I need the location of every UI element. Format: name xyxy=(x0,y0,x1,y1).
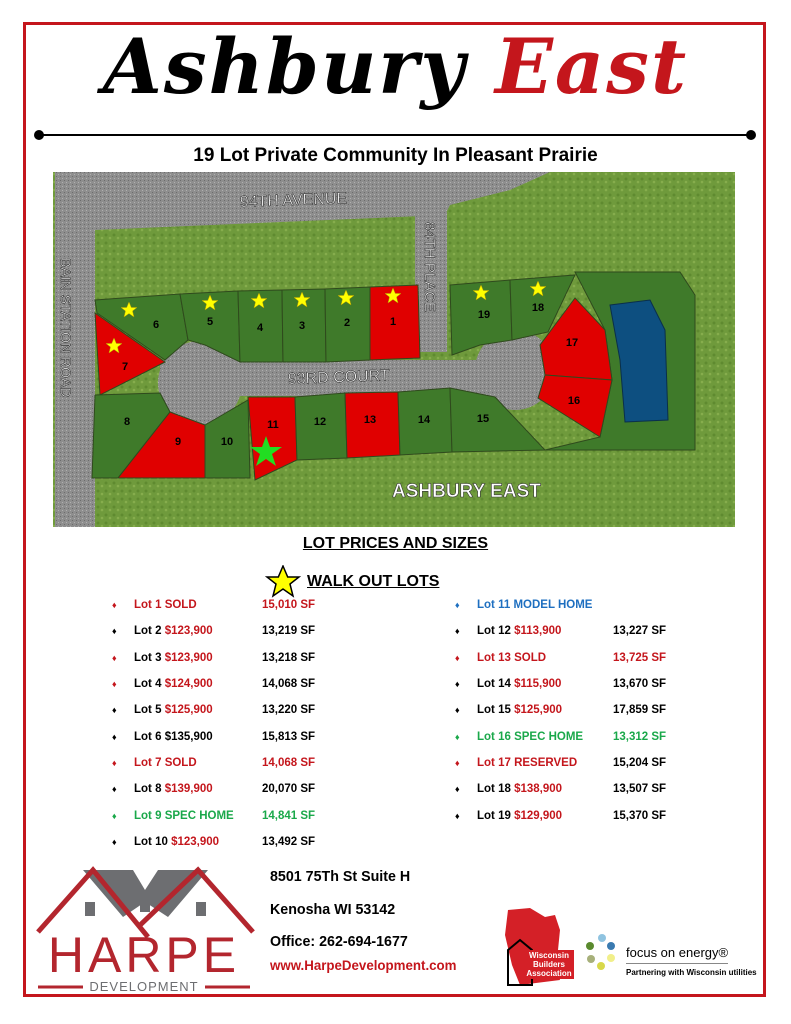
focus-on-energy-logo-text: focus on energy® xyxy=(626,945,728,964)
lot-price: $125,900 xyxy=(164,704,213,717)
lot-name: Lot 17 xyxy=(477,756,511,769)
lot-list-item xyxy=(112,645,315,671)
page-title xyxy=(0,22,791,111)
bullet-diamond-icon: ♦ xyxy=(455,626,460,637)
lot-size: 13,218 SF xyxy=(262,651,316,664)
wisconsin-builders-association-text: Wisconsin Builders Association xyxy=(524,950,574,979)
lot-list-item xyxy=(112,697,315,723)
svg-text:84TH PLACE: 84TH PLACE xyxy=(421,222,438,313)
lot-list-item xyxy=(112,750,315,776)
lot-size: 13,219 SF xyxy=(262,625,316,638)
title-east: East xyxy=(495,22,689,111)
lot-size: 14,841 SF xyxy=(262,809,316,822)
bullet-diamond-icon: ♦ xyxy=(112,757,117,768)
lot-price: SPEC HOME xyxy=(514,730,584,743)
lot-price: $125,900 xyxy=(514,704,563,717)
bullet-diamond-icon: ♦ xyxy=(455,784,460,795)
subtitle: 19 Lot Private Community In Pleasant Prairie xyxy=(193,145,598,166)
bullet-diamond-icon: ♦ xyxy=(112,784,117,795)
lot-name: Lot 10 xyxy=(134,835,168,848)
lot-price: $123,900 xyxy=(164,651,213,664)
lot-name: Lot 7 xyxy=(134,756,162,769)
lot-price: $123,900 xyxy=(171,835,220,848)
lot-list-item xyxy=(112,829,315,855)
svg-text:6: 6 xyxy=(152,319,160,331)
harpe-development-logo xyxy=(33,862,255,992)
lot-list-item xyxy=(455,697,666,723)
svg-text:ASHBURY EAST: ASHBURY EAST xyxy=(392,481,541,502)
lot-name: Lot 8 xyxy=(134,783,162,796)
divider-dot xyxy=(34,130,44,140)
bullet-diamond-icon: ♦ xyxy=(112,836,117,847)
lot-list-item xyxy=(112,776,315,802)
bullet-diamond-icon: ♦ xyxy=(112,626,117,637)
lot-size: 13,227 SF xyxy=(613,625,667,638)
lot-price: RESERVED xyxy=(514,756,578,769)
svg-text:94TH AVENUE: 94TH AVENUE xyxy=(239,190,348,211)
lot-name: Lot 2 xyxy=(134,625,162,638)
svg-text:9: 9 xyxy=(174,436,182,448)
divider-dot xyxy=(746,130,756,140)
site-plan-map xyxy=(53,172,735,527)
svg-text:5: 5 xyxy=(206,316,214,328)
lot-price: $123,900 xyxy=(164,625,213,638)
svg-text:3: 3 xyxy=(298,320,306,332)
lot-size: 17,859 SF xyxy=(613,704,667,717)
lot-list-right xyxy=(455,592,666,829)
svg-text:13: 13 xyxy=(363,414,377,426)
lot-list-item xyxy=(455,592,666,618)
svg-text:2: 2 xyxy=(343,317,351,329)
bullet-diamond-icon: ♦ xyxy=(112,810,117,821)
lot-name: Lot 3 xyxy=(134,651,162,664)
title-ashbury: Ashbury xyxy=(102,22,467,111)
lot-name: Lot 18 xyxy=(477,783,511,796)
lot-price: $138,900 xyxy=(514,783,563,796)
lot-price: $129,900 xyxy=(514,809,563,822)
lot-size: 15,010 SF xyxy=(262,599,316,612)
bullet-diamond-icon: ♦ xyxy=(112,600,117,611)
lot-name: Lot 19 xyxy=(477,809,511,822)
phone: Office: 262-694-1677 xyxy=(270,933,408,950)
address-line-1: 8501 75Th St Suite H xyxy=(270,868,411,885)
svg-text:19: 19 xyxy=(477,309,491,321)
bullet-diamond-icon: ♦ xyxy=(112,731,117,742)
lot-list-item xyxy=(455,750,666,776)
focus-on-energy-dots-icon xyxy=(584,933,622,973)
walkout-label: WALK OUT LOTS xyxy=(307,573,440,590)
lot-list-left xyxy=(112,592,315,855)
lot-price: $113,900 xyxy=(514,625,562,638)
svg-text:HARPE: HARPE xyxy=(47,927,241,983)
lot-price: MODEL HOME xyxy=(513,599,593,612)
svg-text:15: 15 xyxy=(476,413,490,425)
lot-name: Lot 1 xyxy=(134,599,162,612)
svg-text:DEVELOPMENT: DEVELOPMENT xyxy=(89,979,199,992)
lot-price: $115,900 xyxy=(514,678,562,691)
lot-price: SOLD xyxy=(164,756,197,769)
svg-text:4: 4 xyxy=(256,322,264,334)
bullet-diamond-icon: ♦ xyxy=(112,652,117,663)
lot-name: Lot 6 xyxy=(134,730,162,743)
svg-text:16: 16 xyxy=(567,395,581,407)
bullet-diamond-icon: ♦ xyxy=(455,600,460,611)
lot-list-item xyxy=(455,618,666,644)
focus-on-energy-tagline: Partnering with Wisconsin utilities xyxy=(626,968,757,977)
section-title: LOT PRICES AND SIZES xyxy=(302,535,489,552)
lot-size: 13,507 SF xyxy=(613,783,667,796)
bullet-diamond-icon: ♦ xyxy=(455,679,460,690)
website-link[interactable]: www.HarpeDevelopment.com xyxy=(270,957,457,973)
lot-name: Lot 9 xyxy=(134,809,162,822)
lot-size: 13,725 SF xyxy=(613,651,667,664)
lot-size: 14,068 SF xyxy=(262,756,316,769)
svg-text:8: 8 xyxy=(123,416,131,428)
lot-list-item xyxy=(112,802,315,828)
bullet-diamond-icon: ♦ xyxy=(455,652,460,663)
lot-list-item xyxy=(112,592,315,618)
bullet-diamond-icon: ♦ xyxy=(455,705,460,716)
lot-name: Lot 11 xyxy=(477,599,511,612)
address-line-2: Kenosha WI 53142 xyxy=(270,901,396,918)
svg-text:1: 1 xyxy=(389,316,397,328)
lot-size: 14,068 SF xyxy=(262,678,316,691)
lot-name: Lot 14 xyxy=(477,678,511,691)
svg-text:17: 17 xyxy=(565,337,579,349)
lot-list-item xyxy=(455,802,666,828)
lot-size: 15,204 SF xyxy=(613,756,667,769)
divider xyxy=(38,134,752,136)
svg-text:18: 18 xyxy=(531,302,545,314)
lot-size: 20,070 SF xyxy=(262,783,316,796)
lot-size: 13,312 SF xyxy=(613,730,667,743)
bullet-diamond-icon: ♦ xyxy=(455,731,460,742)
lot-size: 15,370 SF xyxy=(613,809,667,822)
bullet-diamond-icon: ♦ xyxy=(112,705,117,716)
lot-list-item xyxy=(112,618,315,644)
svg-text:7: 7 xyxy=(121,361,129,373)
lot-list-item xyxy=(455,671,666,697)
svg-text:11: 11 xyxy=(267,419,279,431)
svg-text:14: 14 xyxy=(417,414,431,426)
lot-price: SOLD xyxy=(514,651,547,664)
svg-text:10: 10 xyxy=(220,436,234,448)
lot-price: SOLD xyxy=(164,599,197,612)
lot-size: 13,670 SF xyxy=(613,678,667,691)
bullet-diamond-icon: ♦ xyxy=(112,679,117,690)
lot-name: Lot 5 xyxy=(134,704,162,717)
lot-list-item xyxy=(112,671,315,697)
lot-list-item xyxy=(455,776,666,802)
lot-name: Lot 16 xyxy=(477,730,511,743)
lot-price: $124,900 xyxy=(164,678,213,691)
lot-size: 13,492 SF xyxy=(262,835,316,848)
lot-name: Lot 15 xyxy=(477,704,511,717)
lot-price: SPEC HOME xyxy=(164,809,234,822)
lot-name: Lot 13 xyxy=(477,651,511,664)
bullet-diamond-icon: ♦ xyxy=(455,810,460,821)
lot-list-item xyxy=(112,723,315,749)
lot-list-item xyxy=(455,723,666,749)
bullet-diamond-icon: ♦ xyxy=(455,757,460,768)
lot-price: $135,900 xyxy=(164,730,213,743)
svg-text:93RD COURT: 93RD COURT xyxy=(287,367,391,388)
lot-size: 15,813 SF xyxy=(262,730,316,743)
lot-size: 13,220 SF xyxy=(262,704,316,717)
lot-price: $139,900 xyxy=(164,783,213,796)
svg-text:12: 12 xyxy=(313,416,327,428)
lot-name: Lot 12 xyxy=(477,625,511,638)
lot-name: Lot 4 xyxy=(134,678,162,691)
lot-list-item xyxy=(455,645,666,671)
svg-text:BAIN STATION ROAD: BAIN STATION ROAD xyxy=(58,258,74,398)
